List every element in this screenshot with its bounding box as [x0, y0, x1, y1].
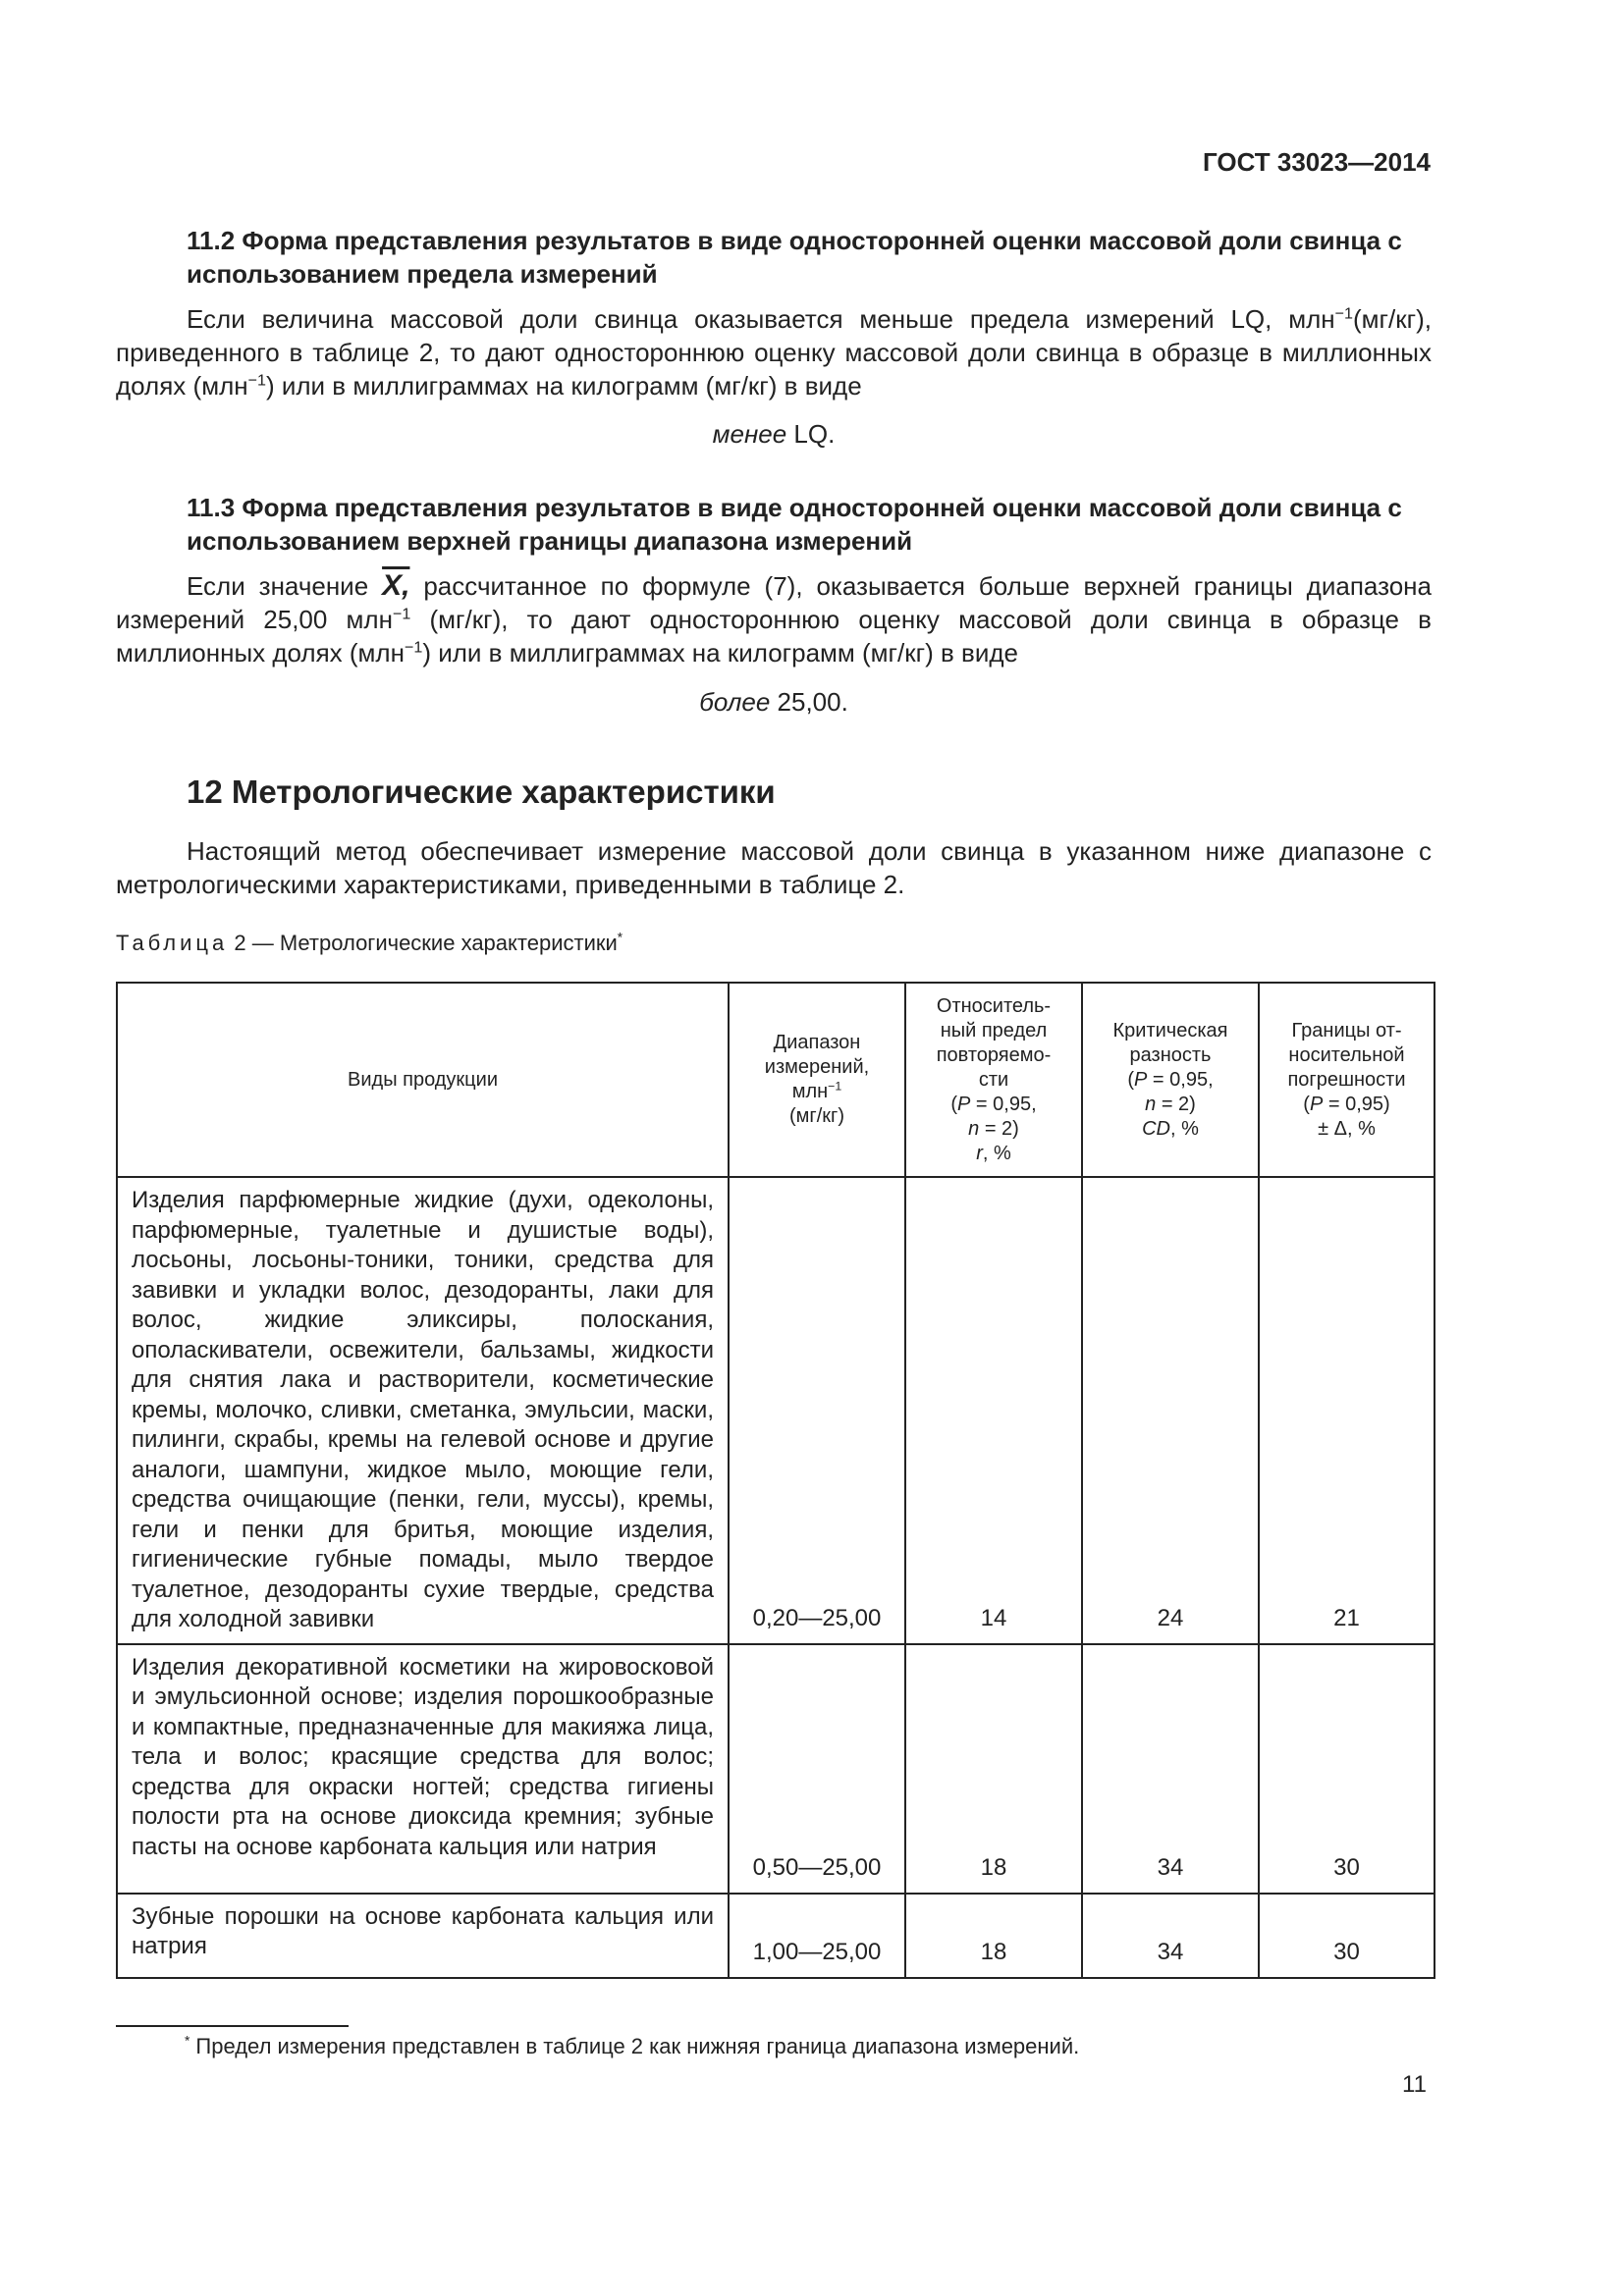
- symbol-n: n: [968, 1117, 980, 1140]
- document-code: ГОСТ 33023—2014: [1203, 147, 1431, 177]
- header-fragment: = 0,95,: [1147, 1068, 1214, 1091]
- header-line: носительной: [1288, 1043, 1405, 1066]
- text-fragment: (мг/кг), приведенного в таблице 2, то дают одностороннюю оценку массовой доли свинца в образце в миллионных долях (млн: [116, 304, 1432, 400]
- text-fragment: рассчитанное по формуле (7), оказывается больше верхней границы диапазона измерений 25,00 млн: [116, 571, 1432, 634]
- header-line: Относитель-: [936, 994, 1052, 1017]
- exponent: −1: [828, 1079, 842, 1094]
- critical-difference-cell: 24: [1082, 1177, 1259, 1644]
- critical-difference-cell: 34: [1082, 1894, 1259, 1978]
- repeatability-cell: 18: [905, 1894, 1082, 1978]
- range-cell: 0,20—25,00: [729, 1177, 905, 1644]
- header-line: Диапазон: [773, 1032, 861, 1053]
- symbol-p: P: [1134, 1068, 1148, 1091]
- x-bar-symbol: X,: [382, 569, 410, 602]
- header-line: сти: [978, 1068, 1009, 1091]
- header-error-bounds: [1259, 983, 1435, 1177]
- section-11-3-paragraph: [116, 569, 1432, 669]
- section-12-title: 12 Метрологические характеристики: [187, 774, 776, 810]
- header-repeatability: [905, 983, 1082, 1177]
- footnote-separator: [116, 2025, 349, 2027]
- symbol-r: r: [976, 1142, 983, 1164]
- exponent: −1: [392, 605, 411, 623]
- header-fragment: , %: [982, 1142, 1011, 1164]
- error-bound-cell: 30: [1259, 1894, 1435, 1978]
- exponent: −1: [247, 371, 266, 390]
- symbol-p: P: [957, 1093, 971, 1115]
- range-cell: 0,50—25,00: [729, 1644, 905, 1894]
- table-row: [117, 1894, 1435, 1978]
- text-fragment: Если величина массовой доли свинца оказывается меньше предела измерений LQ, млн: [187, 304, 1335, 334]
- formula-word: более: [699, 687, 771, 717]
- header-line: Границы от-: [1291, 1019, 1402, 1041]
- caption-word: Таблица: [116, 931, 229, 955]
- header-range: [729, 983, 905, 1177]
- header-line: повторяемо-: [936, 1043, 1052, 1066]
- formula-word: менее: [712, 419, 787, 449]
- formula-value: 25,00.: [770, 687, 848, 717]
- footnote: [185, 2034, 1079, 2059]
- table-row: [117, 1177, 1435, 1644]
- product-cell: Изделия парфюмерные жидкие (духи, одеколоны, парфюмерные, туалетные и душистые воды), лосьоны, лосьоны-тоники, тоники, средства для завивки и укладки волос, дезодоранты, лаки для волос, жидкие эликсиры, полоскания, ополаскиватели, освежители, бальзамы, жидкости для снятия лака и растворители, косметические кремы, молочко, сливки, сметанка, эмульсии, маски, пилинги, скрабы, кремы на гелевой основе и другие аналоги, шампуни, жидкое мыло, моющие гели, средства очищающие (пенки, гели, муссы), кремы, гели и пенки для бритья, моющие изделия, гигиенические губные помады, мыло твердое туалетное, дезодоранты сухие твердые, средства для холодной завивки: [117, 1177, 729, 1644]
- table-header-row: [117, 983, 1435, 1177]
- section-11-2-title: 11.2 Форма представления результатов в виде односторонней оценки массовой доли свинца с использованием предела измерений: [187, 226, 1402, 289]
- section-11-2-formula: [116, 419, 1432, 450]
- symbol-cd: CD: [1142, 1117, 1170, 1140]
- caption-text: 2 — Метрологические характеристики: [228, 931, 618, 955]
- header-fragment: = 2): [979, 1117, 1019, 1140]
- error-bound-cell: 21: [1259, 1177, 1435, 1644]
- header-fragment: (: [950, 1093, 958, 1115]
- header-line: разность: [1129, 1043, 1212, 1066]
- table-row: [117, 1644, 1435, 1894]
- header-line: измерений,: [764, 1056, 870, 1078]
- critical-difference-cell: 34: [1082, 1644, 1259, 1894]
- header-fragment: , %: [1169, 1117, 1199, 1140]
- header-line: (мг/кг): [789, 1105, 844, 1127]
- exponent: −1: [1334, 304, 1354, 323]
- footnote-marker: *: [617, 930, 623, 945]
- header-fragment: = 0,95): [1323, 1093, 1390, 1115]
- header-line: ± Δ, %: [1318, 1117, 1376, 1140]
- repeatability-cell: 14: [905, 1177, 1082, 1644]
- header-product: Виды продукции: [117, 983, 729, 1177]
- footnote-marker: *: [185, 2033, 190, 2049]
- text-fragment: ) или в миллиграммах на килограмм (мг/кг) в виде: [265, 371, 862, 400]
- page-number: 11: [1402, 2071, 1427, 2098]
- section-11-3-formula: [116, 687, 1432, 718]
- text-fragment: Если значение: [187, 571, 383, 601]
- range-cell: 1,00—25,00: [729, 1894, 905, 1978]
- section-11-3-title: 11.3 Форма представления результатов в виде односторонней оценки массовой доли свинца с использованием верхней границы диапазона измерений: [187, 493, 1402, 556]
- header-fragment: (: [1303, 1093, 1310, 1115]
- metrology-table: [116, 982, 1435, 1979]
- header-line: погрешности: [1287, 1068, 1406, 1091]
- header-fragment: = 2): [1156, 1093, 1196, 1115]
- formula-value: LQ.: [786, 419, 836, 449]
- exponent: −1: [404, 638, 423, 657]
- text-fragment: (мг/кг), то дают одностороннюю оценку массовой доли свинца в образце в миллионных долях (млн: [116, 605, 1432, 667]
- product-cell: Изделия декоративной косметики на жировосковой и эмульсионной основе; изделия порошкообразные и компактные, предназначенные для макияжа лица, тела и волос; красящие средства для волос; средства для окраски ногтей; средства гигиены полости рта на основе диоксида кремния; зубные пасты на основе карбоната кальция или натрия: [117, 1644, 729, 1894]
- section-12-paragraph: Настоящий метод обеспечивает измерение массовой доли свинца в указанном ниже диапазоне с метрологическими характеристиками, приведенными в таблице 2.: [116, 836, 1432, 899]
- header-line: млн: [791, 1081, 829, 1102]
- repeatability-cell: 18: [905, 1644, 1082, 1894]
- header-fragment: = 0,95,: [970, 1093, 1037, 1115]
- header-line: ный предел: [940, 1019, 1048, 1041]
- text-fragment: ) или в миллиграммах на килограмм (мг/кг) в виде: [422, 638, 1019, 667]
- symbol-p: P: [1309, 1093, 1324, 1115]
- footnote-text: Предел измерения представлен в таблице 2 как нижняя граница диапазона измерений.: [189, 2034, 1080, 2058]
- section-11-2-paragraph: [116, 302, 1432, 402]
- error-bound-cell: 30: [1259, 1644, 1435, 1894]
- table-caption: [116, 931, 623, 956]
- header-line: Критическая: [1112, 1019, 1228, 1041]
- header-fragment: (: [1127, 1068, 1135, 1091]
- symbol-n: n: [1145, 1093, 1157, 1115]
- product-cell: Зубные порошки на основе карбоната кальция или натрия: [117, 1894, 729, 1978]
- header-critical-difference: [1082, 983, 1259, 1177]
